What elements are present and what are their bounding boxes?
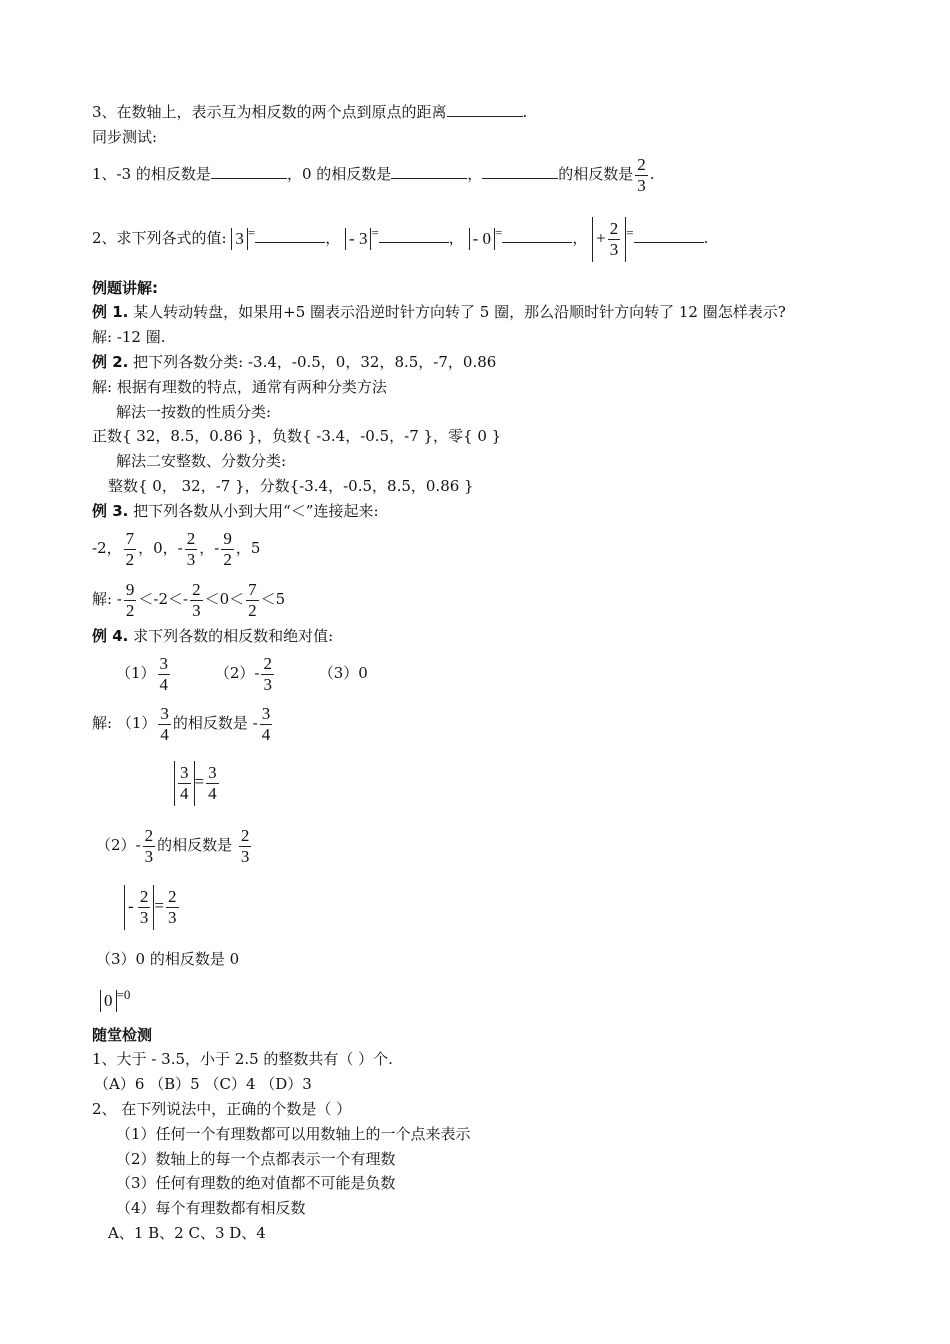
quiz-question-1: 1、大于 - 3.5，小于 2.5 的整数共有（ ）个. xyxy=(92,1050,393,1068)
answer-blank xyxy=(391,164,467,179)
test-1: 1、-3 的相反数是 ，0 的相反数是 ， 的相反数是 $\frac{2}{3}$ . xyxy=(92,154,655,195)
fraction: $\frac{2}{3}$ xyxy=(263,653,272,694)
test-2: 2、求下列各式的值: 3 = ， - 3 = ， - 0 = ， + $\frac{2}{3}$ = . xyxy=(92,208,708,263)
example-3-solution: 解: - $\frac{9}{2}$ ＜-2＜- $\frac{2}{3}$ ＜0＜ $\frac{7}{2}$ ＜5 xyxy=(92,579,286,620)
fraction: $\frac{2}{3}$ xyxy=(240,825,250,866)
quiz-heading: 随堂检测 xyxy=(92,1026,153,1044)
answer-blank xyxy=(211,164,287,179)
fraction: $\frac{7}{2}$ xyxy=(248,579,257,620)
answer-blank xyxy=(379,228,449,243)
quiz-question-1-options: （A）6 （B）5 （C）4 （D）3 xyxy=(94,1075,312,1093)
fraction: $\frac{3}{4}$ xyxy=(160,703,169,744)
example-4-items: （1） $\frac{3}{4}$ （2）- $\frac{2}{3}$ （3）0 xyxy=(116,653,368,694)
fraction: $\frac{3}{4}$ xyxy=(261,703,271,744)
fraction: $\frac{2}{3}$ xyxy=(637,154,646,195)
fraction: $\frac{3}{4}$ xyxy=(159,653,169,694)
example-4-abs-1: $\frac{3}{4}$ = $\frac{3}{4}$ xyxy=(174,758,221,806)
answer-blank xyxy=(255,228,325,243)
example-4-solution-3: （3）0 的相反数是 0 xyxy=(96,950,240,968)
example-2-method-2: 解法二安整数、分数分类: xyxy=(116,452,287,470)
example-label: 例 3. xyxy=(92,502,129,520)
example-3-list: -2， $\frac{7}{2}$ ，0，- $\frac{2}{3}$ ，- $\frac{9}{2}$ ，5 xyxy=(92,528,261,569)
example-1-answer: 解: -12 圈. xyxy=(92,328,166,346)
example-2-method-1-result: 正数{ 32，8.5，0.86 }，负数{ -3.4，-0.5，-7 }，零{ 0 } xyxy=(92,427,502,445)
answer-blank xyxy=(447,102,523,117)
example-label: 例 1. xyxy=(92,303,129,321)
example-label: 例 4. xyxy=(92,627,129,645)
example-4: 例 4. 求下列各数的相反数和绝对值: xyxy=(92,627,334,645)
quiz-statement-1: （1）任何一个有理数都可以用数轴上的一个点来表示 xyxy=(116,1125,471,1143)
answer-blank xyxy=(502,228,572,243)
quiz-statement-4: （4）每个有理数都有相反数 xyxy=(116,1199,306,1217)
fraction: $\frac{9}{2}$ xyxy=(125,579,135,620)
absolute-value: - 0 xyxy=(469,228,495,250)
answer-blank xyxy=(634,228,704,243)
fraction: $\frac{3}{4}$ xyxy=(208,762,217,803)
absolute-value: $\frac{3}{4}$ xyxy=(174,761,195,806)
fraction: $\frac{7}{2}$ xyxy=(125,528,135,569)
absolute-value: - $\frac{2}{3}$ xyxy=(124,885,154,930)
question-3-text: 3、在数轴上，表示互为相反数的两个点到原点的距离 xyxy=(92,103,447,121)
example-4-solution-2: （2）- $\frac{2}{3}$ 的相反数是 $\frac{2}{3}$ xyxy=(96,825,250,866)
absolute-value: 0 xyxy=(100,990,117,1012)
examples-heading: 例题讲解: xyxy=(92,279,158,297)
example-1: 例 1. 某人转动转盘，如果用+5 圈表示沿逆时针方向转了 5 圈，那么沿顺时针方向转了 12 圈怎样表示? xyxy=(92,303,786,321)
fraction: $\frac{2}{3}$ xyxy=(168,886,177,927)
quiz-question-2-options: A、1 B、2 C、3 D、4 xyxy=(108,1224,266,1242)
quiz-statement-2: （2）数轴上的每一个点都表示一个有理数 xyxy=(116,1150,396,1168)
fraction: $\frac{9}{2}$ xyxy=(223,528,232,569)
example-label: 例 2. xyxy=(92,353,129,371)
example-2-method-1: 解法一按数的性质分类: xyxy=(116,403,272,421)
fraction: $\frac{2}{3}$ xyxy=(186,528,196,569)
sync-test-title: 同步测试: xyxy=(92,128,158,146)
absolute-value: + $\frac{2}{3}$ xyxy=(592,217,626,262)
example-3: 例 3. 把下列各数从小到大用“＜”连接起来: xyxy=(92,502,379,520)
example-4-solution-1: 解: （1） $\frac{3}{4}$ 的相反数是 - $\frac{3}{4}$ xyxy=(92,703,271,744)
quiz-statement-3: （3）任何有理数的绝对值都不可能是负数 xyxy=(116,1174,396,1192)
fraction: $\frac{2}{3}$ xyxy=(144,825,154,866)
fraction: $\frac{2}{3}$ xyxy=(192,579,201,620)
example-4-abs-2: - $\frac{2}{3}$ = $\frac{2}{3}$ xyxy=(124,882,181,930)
example-2: 例 2. 把下列各数分类: -3.4，-0.5，0，32，8.5，-7，0.86 xyxy=(92,353,497,371)
example-2-method-2-result: 整数{ 0， 32，-7 }，分数{-3.4，-0.5，8.5，0.86 } xyxy=(108,477,474,495)
question-3: 3、在数轴上，表示互为相反数的两个点到原点的距离 . xyxy=(92,103,528,121)
example-4-abs-3: 0 =0 xyxy=(100,981,130,1014)
absolute-value: 3 xyxy=(231,228,248,250)
absolute-value: - 3 xyxy=(345,228,371,250)
quiz-question-2: 2、 在下列说法中，正确的个数是（ ） xyxy=(92,1100,352,1118)
answer-blank xyxy=(482,164,558,179)
example-2-solution: 解: 根据有理数的特点，通常有两种分类方法 xyxy=(92,378,387,396)
